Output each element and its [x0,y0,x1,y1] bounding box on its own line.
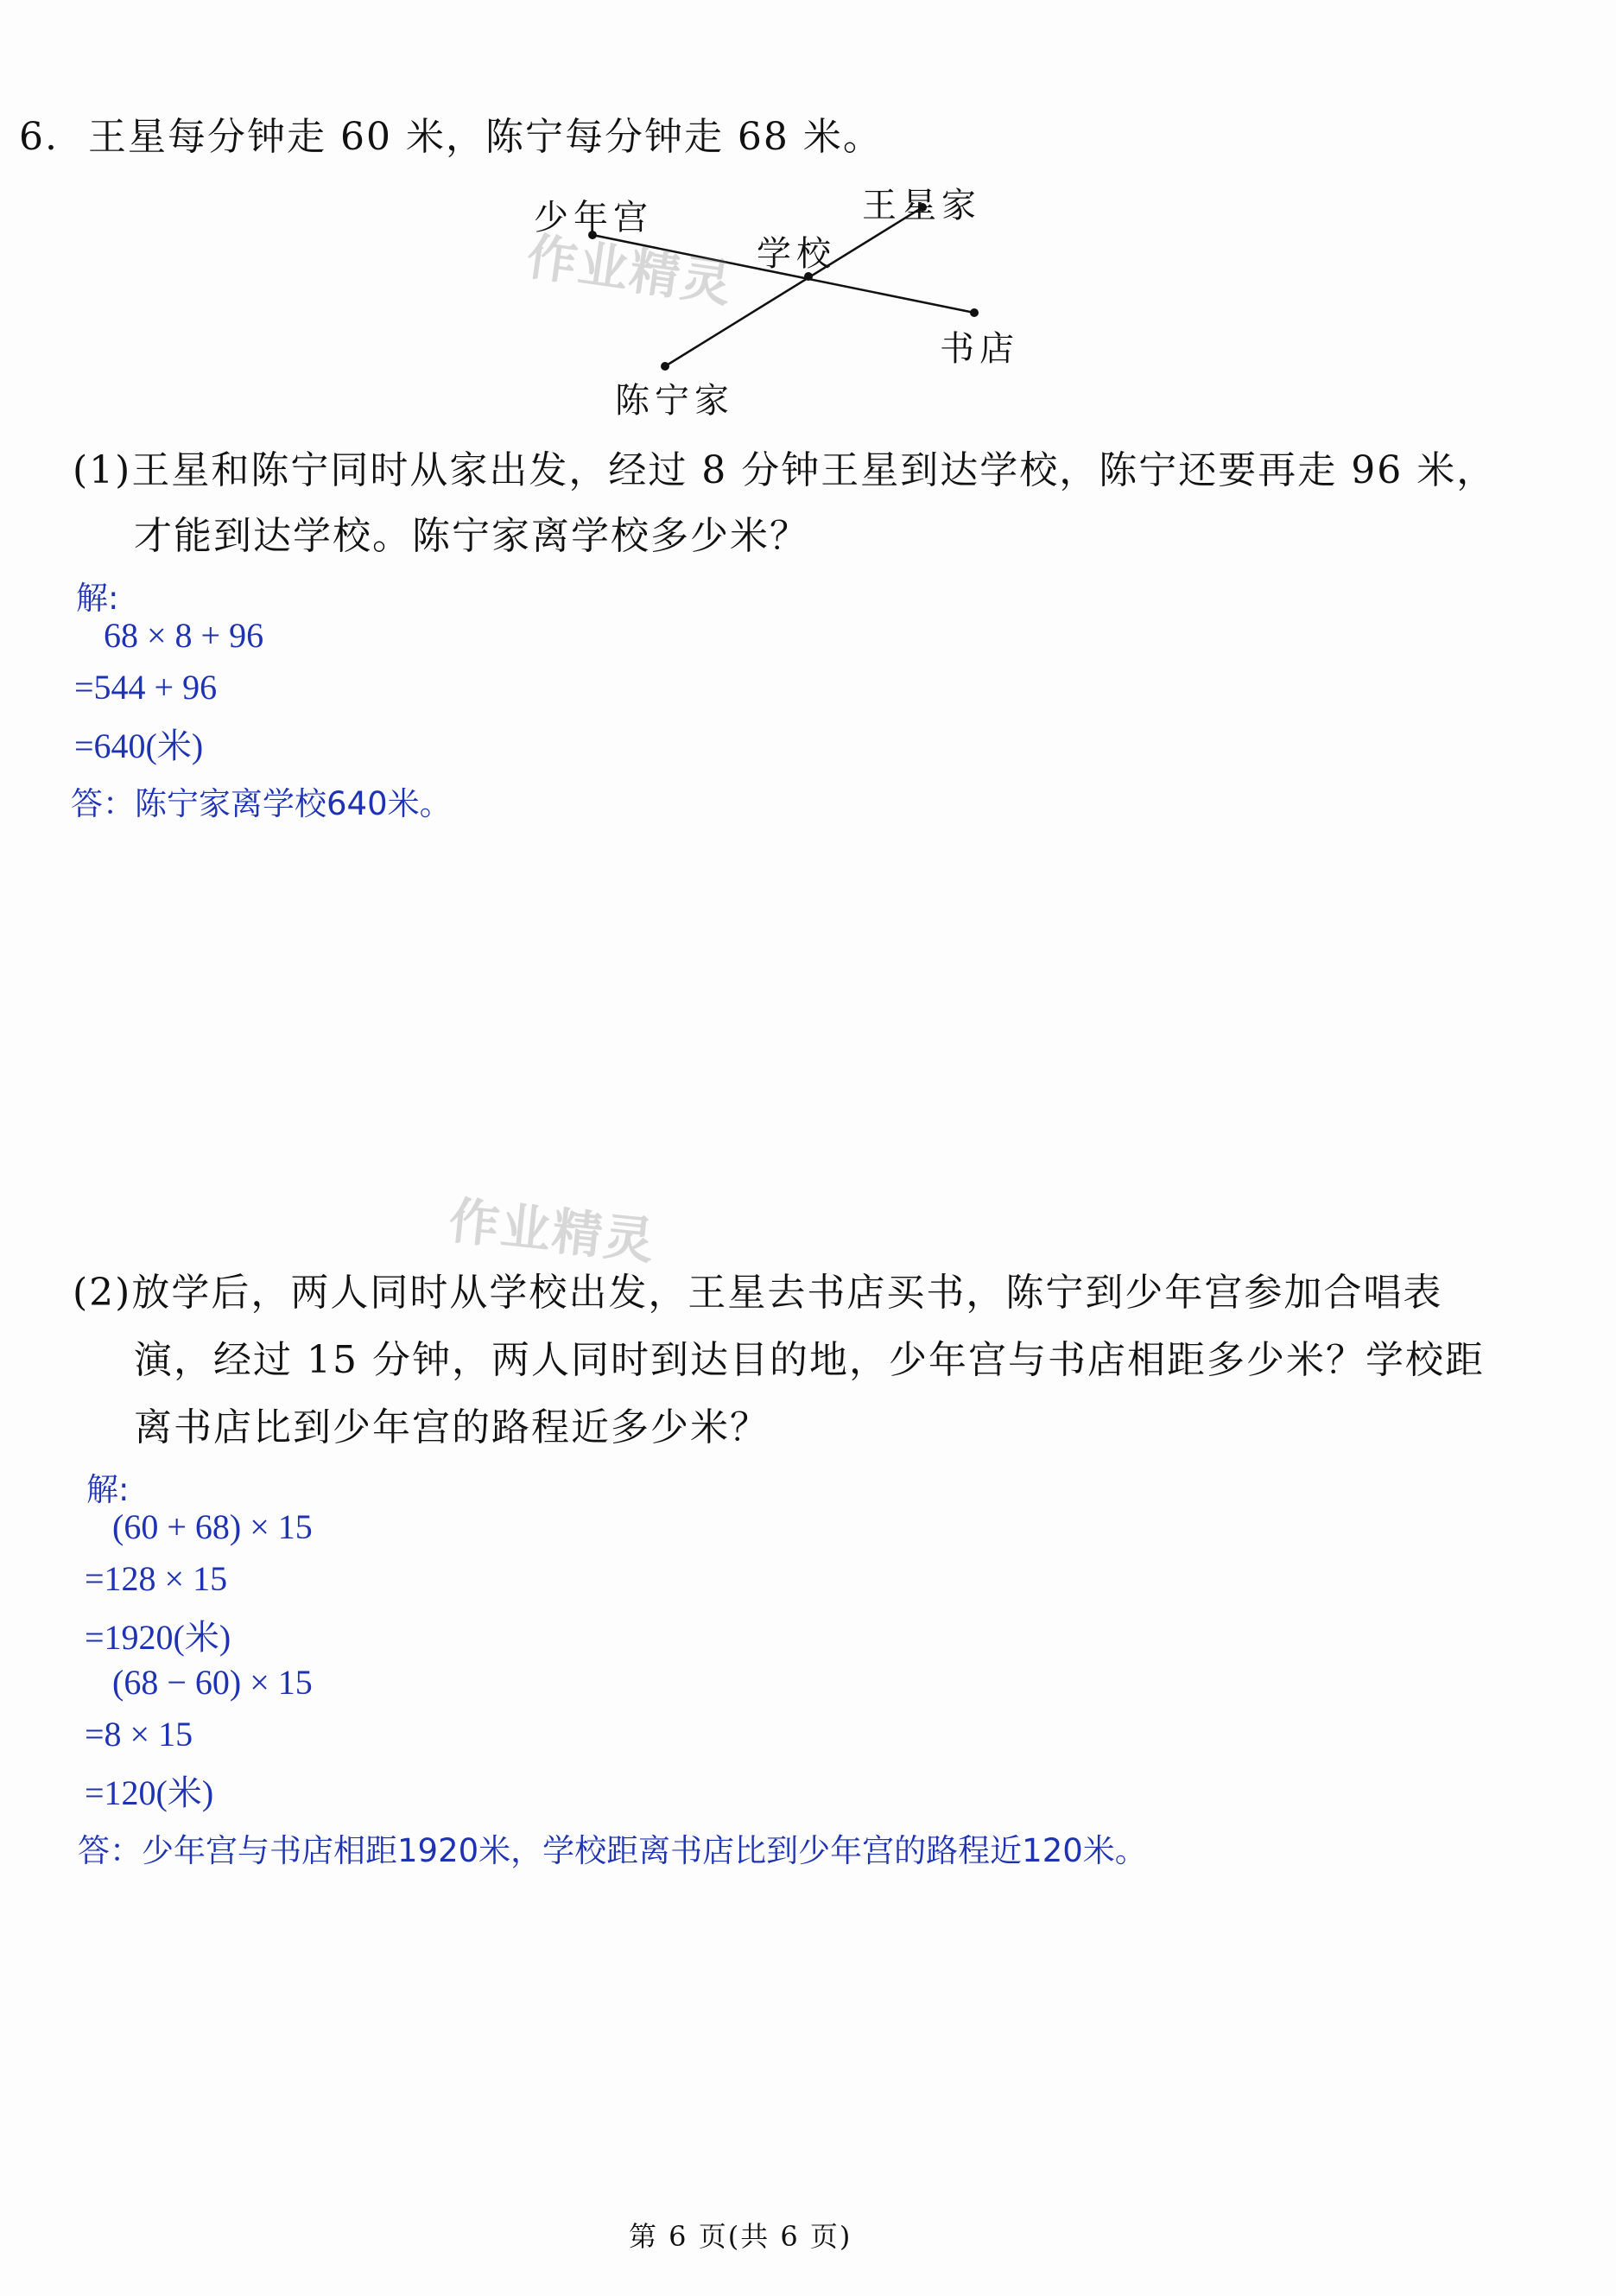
part1-answer: 答：陈宁家离学校640米。 [71,785,452,822]
part2-line3: 离书店比到少年宫的路程近多少米？ [134,1405,770,1449]
part2-step: =8 × 15 [85,1715,193,1754]
part2-solution-label: 解: [86,1471,130,1508]
page-footer: 第 6 页(共 6 页) [629,2220,852,2253]
part2-step: =128 × 15 [85,1559,228,1598]
part1-step: 68 × 8 + 96 [104,616,264,655]
part2-step: =120(米) [85,1773,214,1812]
part1-step: =544 + 96 [74,668,218,707]
part2-line2: 演，经过 15 分钟，两人同时到达目的地，少年宫与书店相距多少米？学校距 [134,1338,1485,1382]
point-bookstore [970,308,979,317]
point-chen-home [661,362,669,371]
label-chen-home: 陈宁家 [615,381,734,421]
question-intro: 王星每分钟走 60 米，陈宁每分钟走 68 米。 [87,115,883,159]
label-youth-palace: 少年宫 [534,198,653,238]
part2-step: (68 − 60) × 15 [112,1663,313,1702]
watermark: 作业精灵 [446,1190,659,1272]
route-diagram [0,0,1616,432]
question-number: 6. [19,115,59,159]
label-school: 学校 [757,234,836,274]
part1-solution-label: 解: [76,580,119,617]
part1-line1: (1)王星和陈宁同时从家出发，经过 8 分钟王星到达学校，陈宁还要再走 96 米， [73,448,1497,492]
part1-step: =640(米) [74,726,204,765]
label-wang-home: 王星家 [862,186,981,225]
part2-step: =1920(米) [85,1618,231,1657]
part2-step: (60 + 68) × 15 [112,1507,313,1546]
watermark: 作业精灵 [523,226,737,314]
part2-line1: (2)放学后，两人同时从学校出发，王星去书店买书，陈宁到少年宫参加合唱表 [73,1271,1443,1315]
label-bookstore: 书店 [940,329,1019,369]
part2-answer: 答：少年宫与书店相距1920米，学校距离书店比到少年宫的路程近120米。 [78,1832,1147,1869]
part1-line2: 才能到达学校。陈宁家离学校多少米？ [134,514,809,558]
